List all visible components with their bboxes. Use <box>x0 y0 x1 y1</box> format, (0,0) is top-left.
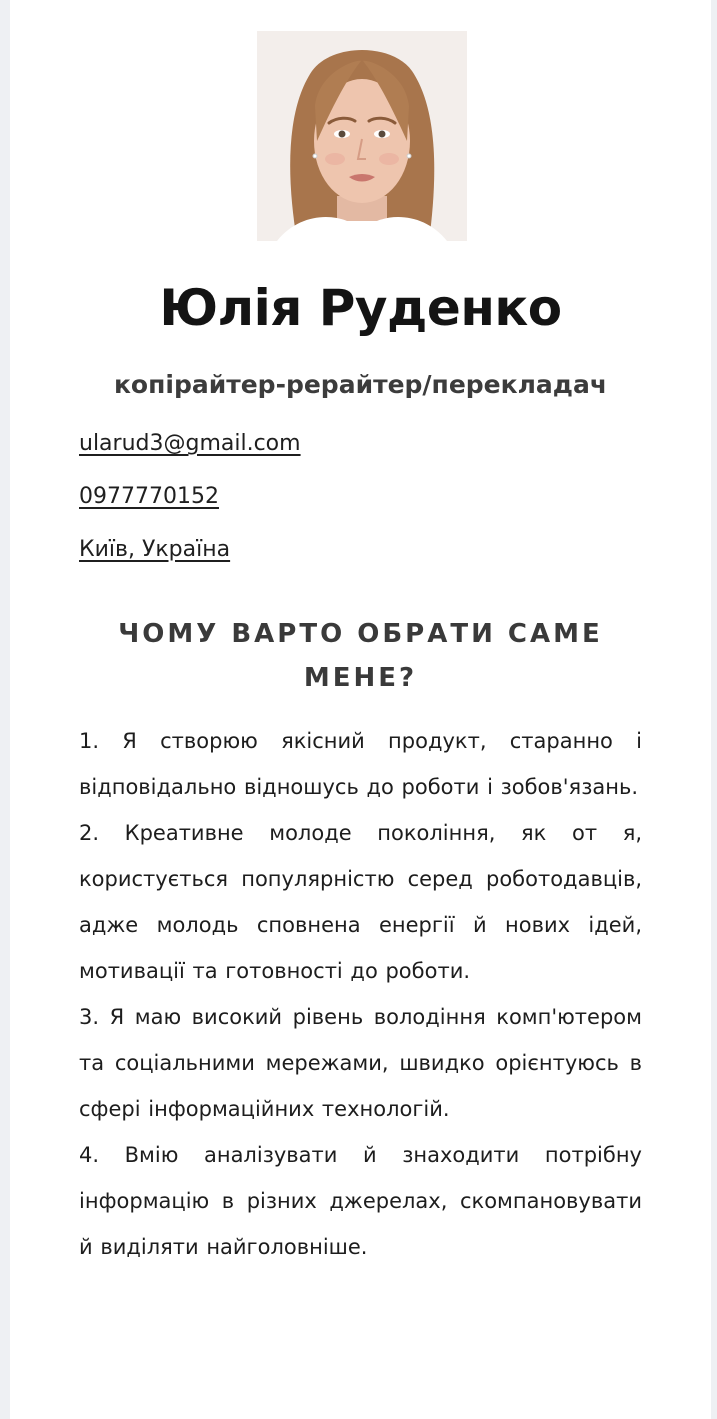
phone-link[interactable]: 0977770152 <box>79 484 219 509</box>
resume-page <box>10 0 711 1419</box>
reason-item-1: 1. Я створюю якісний продукт, старанно і відповідально відношусь до роботи і зобов'язань. <box>79 729 642 799</box>
location-link[interactable]: Київ, Україна <box>79 537 231 562</box>
reason-item-3: 3. Я маю високий рівень володіння комп'ютером та соціальними мережами, швидко орієнтуюсь в сфері інформаційних технологій. <box>79 1005 642 1121</box>
portrait-image <box>257 31 467 241</box>
email-link[interactable]: ularud3@gmail.com <box>79 431 301 456</box>
person-name: Юлія Руденко <box>159 279 562 337</box>
profile-photo <box>257 31 467 241</box>
reason-item-2: 2. Креативне молоде покоління, як от я, користується популярністю серед роботодавців, адже молодь сповнена енергії й нових ідей, мотивації та готовності до роботи. <box>79 821 642 983</box>
section-heading: ЧОМУ ВАРТО ОБРАТИ САМЕ МЕНЕ? <box>118 619 603 693</box>
job-title: копірайтер-рерайтер/перекладач <box>113 370 608 399</box>
reasons-list <box>79 718 642 1270</box>
reason-item-4: 4. Вмію аналізувати й знаходити потрібну інформацію в різних джерелах, скомпановувати й виділяти найголовніше. <box>79 1143 642 1259</box>
